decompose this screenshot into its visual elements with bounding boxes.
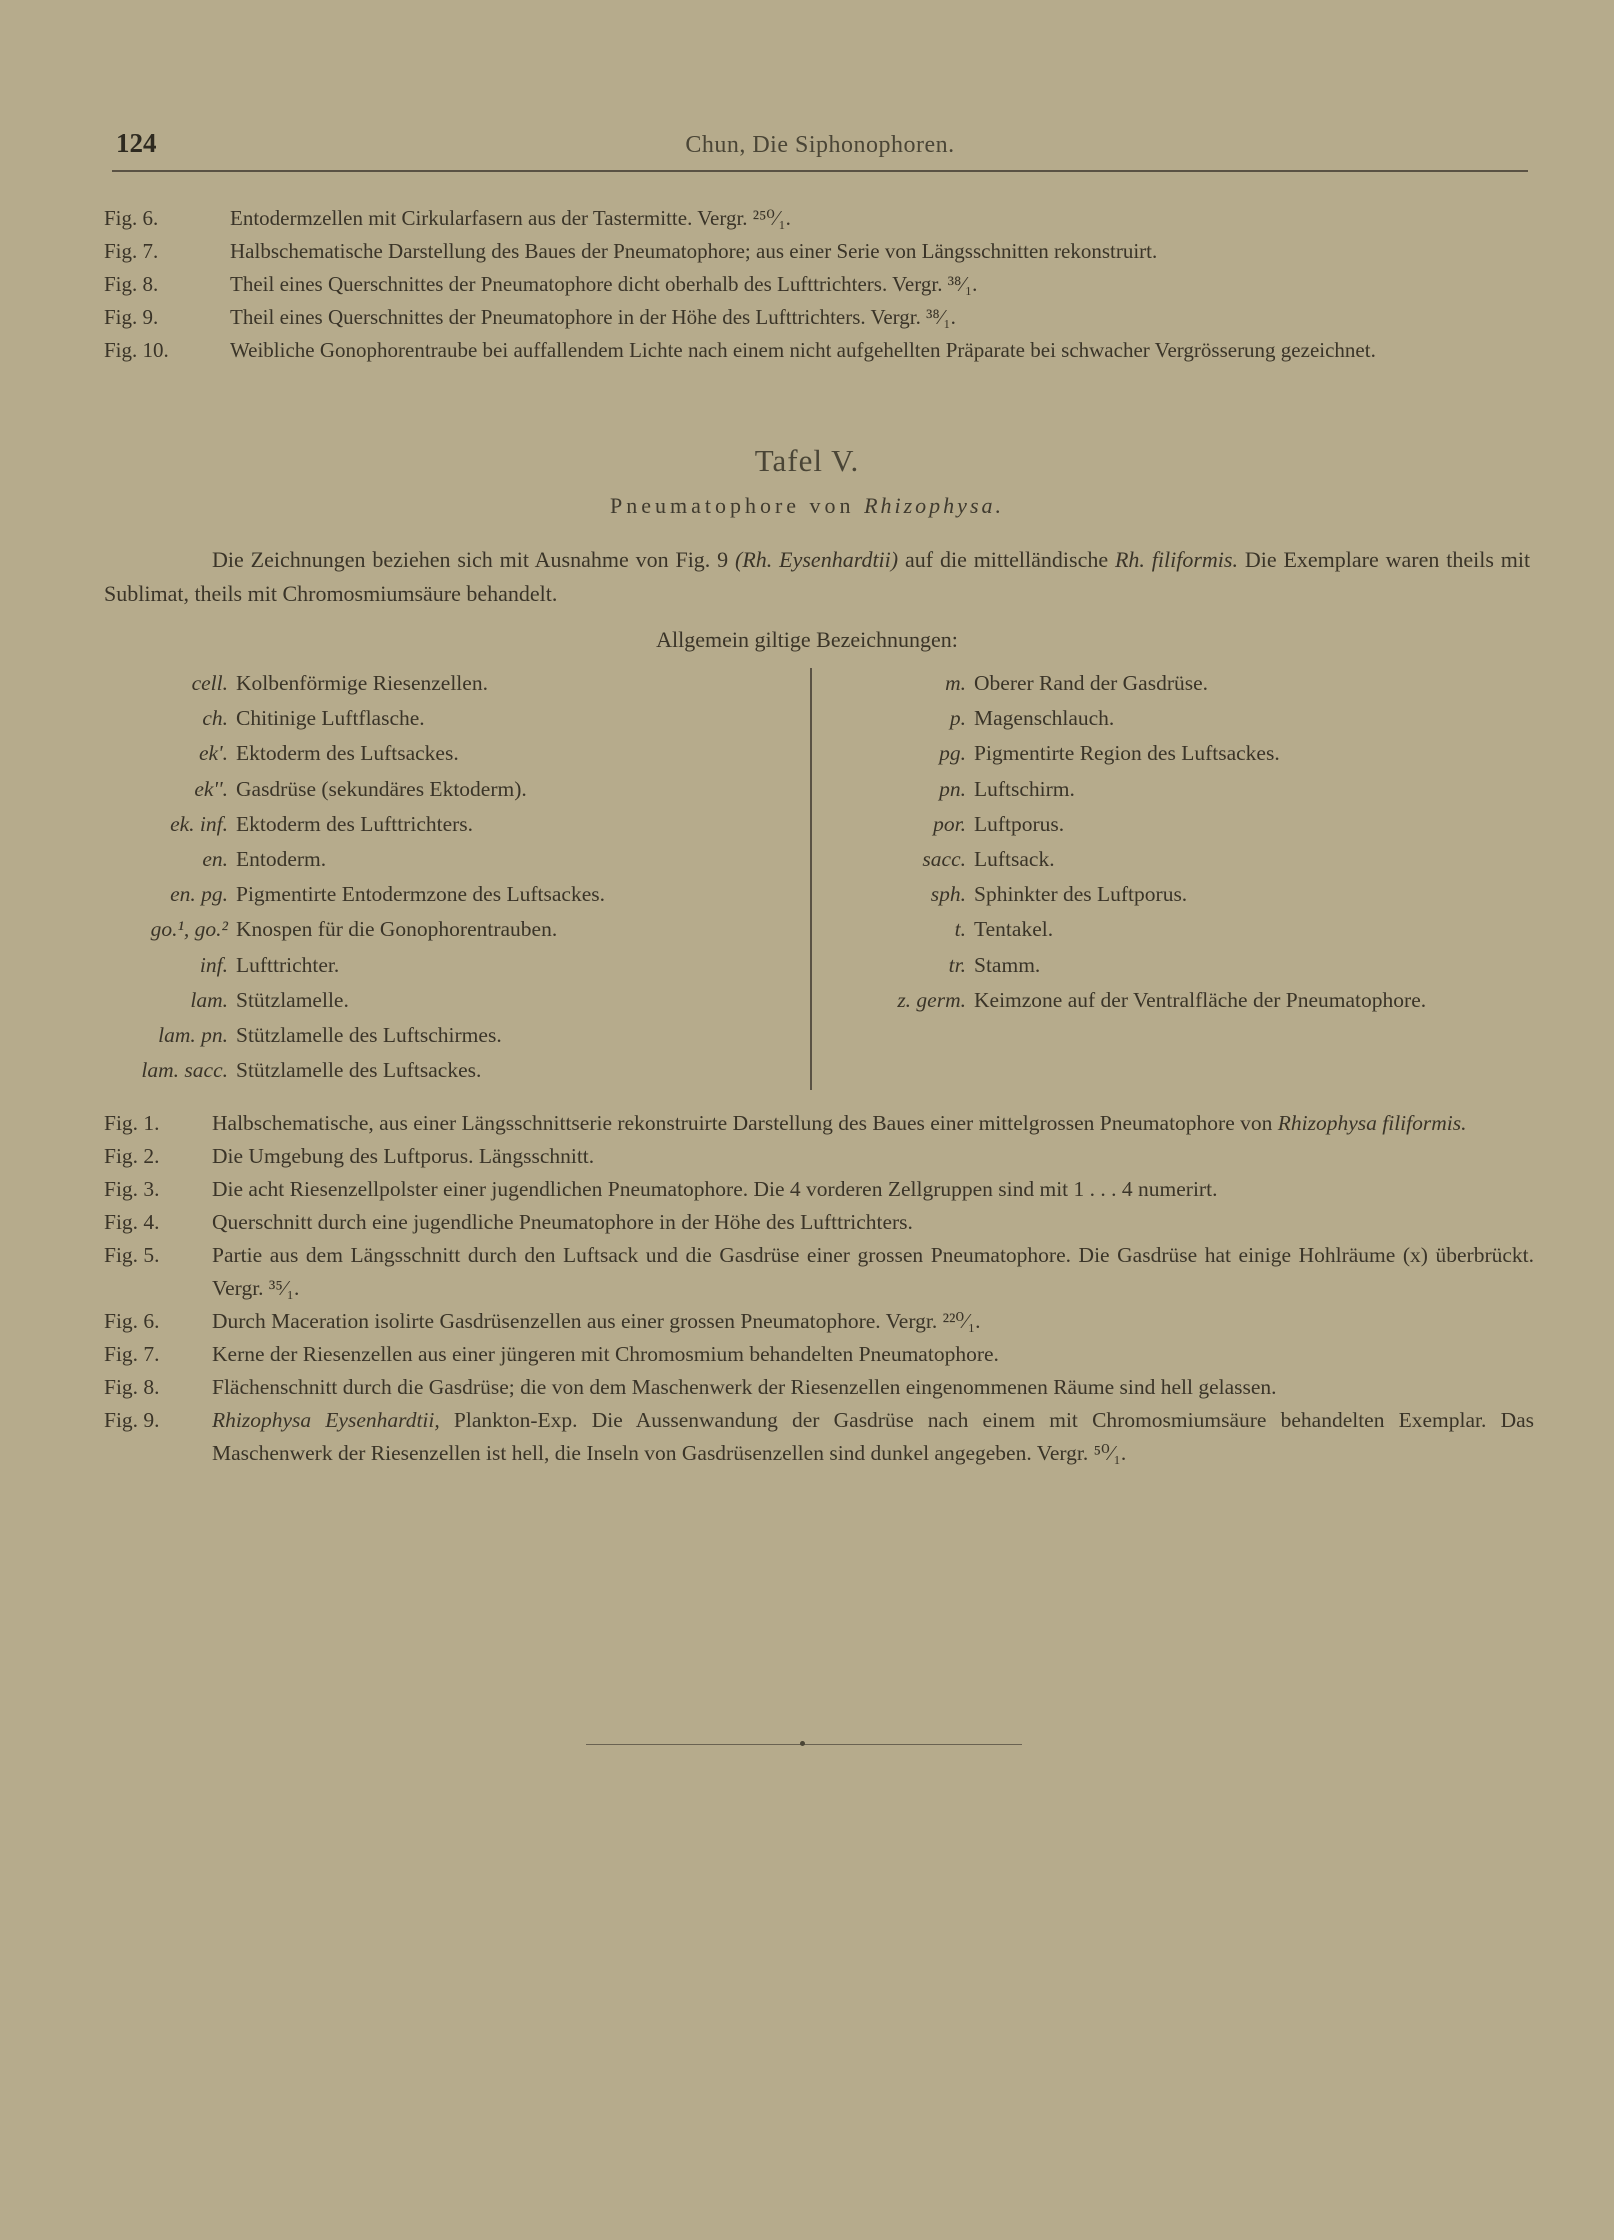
figure-caption [104, 1404, 1534, 1470]
legend-abbreviation: ch. [202, 706, 228, 731]
running-title: Chun, Die Siphonophoren. [685, 132, 955, 158]
figure-text: Durch Maceration isolirte Gasdrüsenzellen aus einer grossen Pneumatophore. Vergr. ²²⁰⁄₁. [212, 1309, 981, 1333]
legend-abbreviation: z. germ. [897, 987, 966, 1012]
legend-abbreviation: p. [949, 706, 966, 731]
page-header [112, 128, 1528, 168]
legend-definition: Luftsack. [974, 847, 1055, 872]
figure-number: Fig. 8. [104, 1375, 160, 1399]
figure-caption [104, 1173, 1534, 1206]
legend-definition: Knospen für die Gonophorentrauben. [236, 917, 558, 942]
legend-right-column [830, 666, 1530, 1018]
figure-number: Fig. 8. [104, 272, 159, 296]
figure-text: Theil eines Querschnittes der Pneumatophore dicht oberhalb des Lufttrichters. Vergr. ³⁸⁄₁. [230, 272, 978, 296]
figure-caption [104, 202, 1534, 235]
legend-entry [104, 772, 804, 807]
legend-abbreviation: en. pg. [170, 882, 228, 907]
legend-divider [810, 668, 812, 1090]
figure-number: Fig. 6. [104, 206, 159, 230]
legend-left-column [104, 666, 804, 1088]
legend-entry [104, 912, 804, 947]
page-number: 124 [116, 128, 157, 158]
legend-abbreviation: sph. [930, 882, 966, 907]
legend-entry [830, 807, 1530, 842]
figure-caption [104, 1107, 1534, 1140]
plate-subtitle [0, 493, 1614, 519]
figure-text: Halbschematische Darstellung des Baues der Pneumatophore; aus einer Serie von Längsschnitten rekonstruirt. [230, 239, 1158, 263]
figure-number: Fig. 7. [104, 1342, 160, 1366]
header-rule [112, 170, 1528, 172]
legend-entry [104, 983, 804, 1018]
legend-definition: Magenschlauch. [974, 706, 1115, 731]
intro-species-1: (Rh. Eysenhardtii) [735, 547, 899, 572]
legend-entry [830, 736, 1530, 771]
figure-number: Fig. 2. [104, 1144, 160, 1168]
figure-text: Querschnitt durch eine jugendliche Pneumatophore in der Höhe des Lufttrichters. [212, 1210, 913, 1234]
plate-subtitle-species: Rhizophysa. [864, 493, 1005, 518]
figure-number: Fig. 6. [104, 1309, 160, 1333]
legend-definition: Stützlamelle des Luftschirmes. [236, 1023, 502, 1048]
legend-definition: Ektoderm des Lufttrichters. [236, 811, 474, 836]
figure-text: Entodermzellen mit Cirkularfasern aus der Tastermitte. Vergr. ²⁵⁰⁄₁. [230, 206, 791, 230]
legend-entry [830, 983, 1530, 1018]
legend-abbreviation: pn. [939, 776, 966, 801]
legend-entry [104, 701, 804, 736]
figure-species: Rhizophysa Eysenhardtii, [212, 1408, 440, 1432]
figure-caption [104, 235, 1534, 268]
figure-caption [104, 1206, 1534, 1239]
legend-abbreviation: ek'. [198, 741, 228, 766]
legend-entry [830, 877, 1530, 912]
legend-entry [104, 877, 804, 912]
legend-entry [104, 666, 804, 701]
legend-definition: Oberer Rand der Gasdrüse. [974, 671, 1209, 695]
figure-number: Fig. 4. [104, 1210, 160, 1234]
legend-definition: Tentakel. [974, 917, 1054, 942]
figure-text: Rhizophysa Eysenhardtii, Plankton-Exp. Die Aussenwandung der Gasdrüse nach einem mit Chromosmiumsäure behandelten Exemplar. Das Maschenwerk der Riesenzellen ist hell, die Inseln von Gasdrüsenzellen sind dunkel angegeben. Vergr. ⁵⁰⁄₁. [212, 1408, 1534, 1465]
legend-definition: Gasdrüse (sekundäres Ektoderm). [236, 776, 527, 801]
bottom-figure-captions [104, 1107, 1534, 1470]
figure-text: Flächenschnitt durch die Gasdrüse; die von dem Maschenwerk der Riesenzellen eingenommenen Räume sind hell gelassen. [212, 1375, 1277, 1399]
legend-definition: Luftporus. [974, 811, 1065, 836]
legend-entry [830, 912, 1530, 947]
figure-number: Fig. 7. [104, 239, 159, 263]
legend-definition: Entoderm. [236, 847, 327, 872]
intro-species-2: Rh. filiformis. [1114, 547, 1238, 572]
legend-entry [104, 948, 804, 983]
legend-abbreviation: lam. sacc. [141, 1058, 228, 1083]
legend-definition: Kolbenförmige Riesenzellen. [236, 671, 488, 695]
intro-text-3: Die Exemplare waren theils mit Sublimat, theils mit Chromosmiumsäure behandelt. [104, 547, 1531, 606]
legend-entry [104, 842, 804, 877]
legend-entry [104, 807, 804, 842]
figure-number: Fig. 9. [104, 305, 159, 329]
legend-entry [104, 1018, 804, 1053]
intro-paragraph [104, 543, 1530, 611]
legend-definition: Stamm. [974, 952, 1041, 977]
legend-entry [830, 666, 1530, 701]
figure-number: Fig. 5. [104, 1243, 160, 1267]
intro-text-2: auf die mittelländische [905, 547, 1109, 572]
figure-caption [104, 1371, 1534, 1404]
legend-abbreviation: ek. inf. [170, 811, 228, 836]
figure-text: Die acht Riesenzellpolster einer jugendlichen Pneumatophore. Die 4 vorderen Zellgruppen sind mit 1 . . . 4 numerirt. [212, 1177, 1218, 1201]
intro-text-1: Die Zeichnungen beziehen sich mit Ausnahme von Fig. 9 [212, 547, 729, 572]
figure-caption [104, 268, 1534, 301]
legend-entry [830, 701, 1530, 736]
figure-caption [104, 1239, 1534, 1305]
legend-abbreviation: pg. [939, 741, 966, 766]
legend-abbreviation: go.¹, go.² [150, 917, 228, 942]
legend-entry [830, 842, 1530, 877]
legend-definition: Chitinige Luftflasche. [236, 706, 425, 731]
figure-text: Partie aus dem Längsschnitt durch den Luftsack und die Gasdrüse einer grossen Pneumatophore. Die Gasdrüse hat einige Hohlräume (x) überbrückt. Vergr. ³⁵⁄₁. [212, 1243, 1534, 1300]
figure-text: Die Umgebung des Luftporus. Längsschnitt. [212, 1144, 595, 1168]
legend-entry [830, 772, 1530, 807]
plate-title: Tafel V. [754, 443, 860, 478]
legend-definition: Stützlamelle des Luftsackes. [236, 1058, 482, 1083]
figure-text: Theil eines Querschnittes der Pneumatophore in der Höhe des Lufttrichters. Vergr. ³⁸⁄₁. [230, 305, 956, 329]
figure-number: Fig. 3. [104, 1177, 160, 1201]
legend-heading: Allgemein giltige Bezeichnungen: [656, 627, 958, 652]
figure-caption [104, 301, 1534, 334]
legend-definition: Pigmentirte Region des Luftsackes. [974, 741, 1280, 766]
legend-abbreviation: cell. [191, 671, 228, 695]
figure-caption [104, 1338, 1534, 1371]
figure-caption [104, 1305, 1534, 1338]
legend-abbreviation: lam. [190, 987, 228, 1012]
legend-definition: Lufttrichter. [236, 952, 340, 977]
figure-species: Rhizophysa filiformis. [1277, 1111, 1467, 1135]
figure-number: Fig. 9. [104, 1408, 160, 1432]
legend-definition: Luftschirm. [974, 776, 1075, 801]
legend-abbreviation: inf. [199, 952, 228, 977]
legend-abbreviation: tr. [948, 952, 966, 977]
legend-abbreviation: por. [933, 811, 966, 836]
legend-entry [104, 1053, 804, 1088]
legend-abbreviation: m. [945, 671, 966, 695]
legend-abbreviation: en. [202, 847, 228, 872]
legend-abbreviation: sacc. [922, 847, 966, 872]
figure-caption [104, 334, 1534, 367]
figure-text: Kerne der Riesenzellen aus einer jüngeren mit Chromosmium behandelten Pneumatophore. [212, 1342, 999, 1366]
legend-entry [104, 736, 804, 771]
legend-definition: Ektoderm des Luftsackes. [236, 741, 459, 766]
legend-entry [830, 948, 1530, 983]
legend-definition: Keimzone auf der Ventralfläche der Pneumatophore. [974, 987, 1427, 1012]
end-ornament [800, 1741, 805, 1746]
figure-number: Fig. 10. [104, 338, 169, 362]
legend-definition: Sphinkter des Luftporus. [974, 882, 1188, 907]
figure-text: Halbschematische, aus einer Längsschnittserie rekonstruirte Darstellung des Baues einer mittelgrossen Pneumatophore von Rhizophysa filiformis. [212, 1111, 1467, 1135]
figure-caption [104, 1140, 1534, 1173]
figure-number: Fig. 1. [104, 1111, 160, 1135]
figure-text: Weibliche Gonophorentraube bei auffallendem Lichte nach einem nicht aufgehellten Präparate bei schwacher Vergrösserung gezeichnet. [230, 338, 1376, 362]
legend-abbreviation: lam. pn. [158, 1023, 228, 1048]
plate-subtitle-prefix: Pneumatophore von [609, 493, 855, 518]
legend-abbreviation: t. [954, 917, 966, 942]
top-figure-captions [104, 202, 1534, 367]
legend-definition: Stützlamelle. [236, 987, 349, 1012]
legend-definition: Pigmentirte Entodermzone des Luftsackes. [236, 882, 605, 907]
legend-abbreviation: ek''. [194, 776, 228, 801]
